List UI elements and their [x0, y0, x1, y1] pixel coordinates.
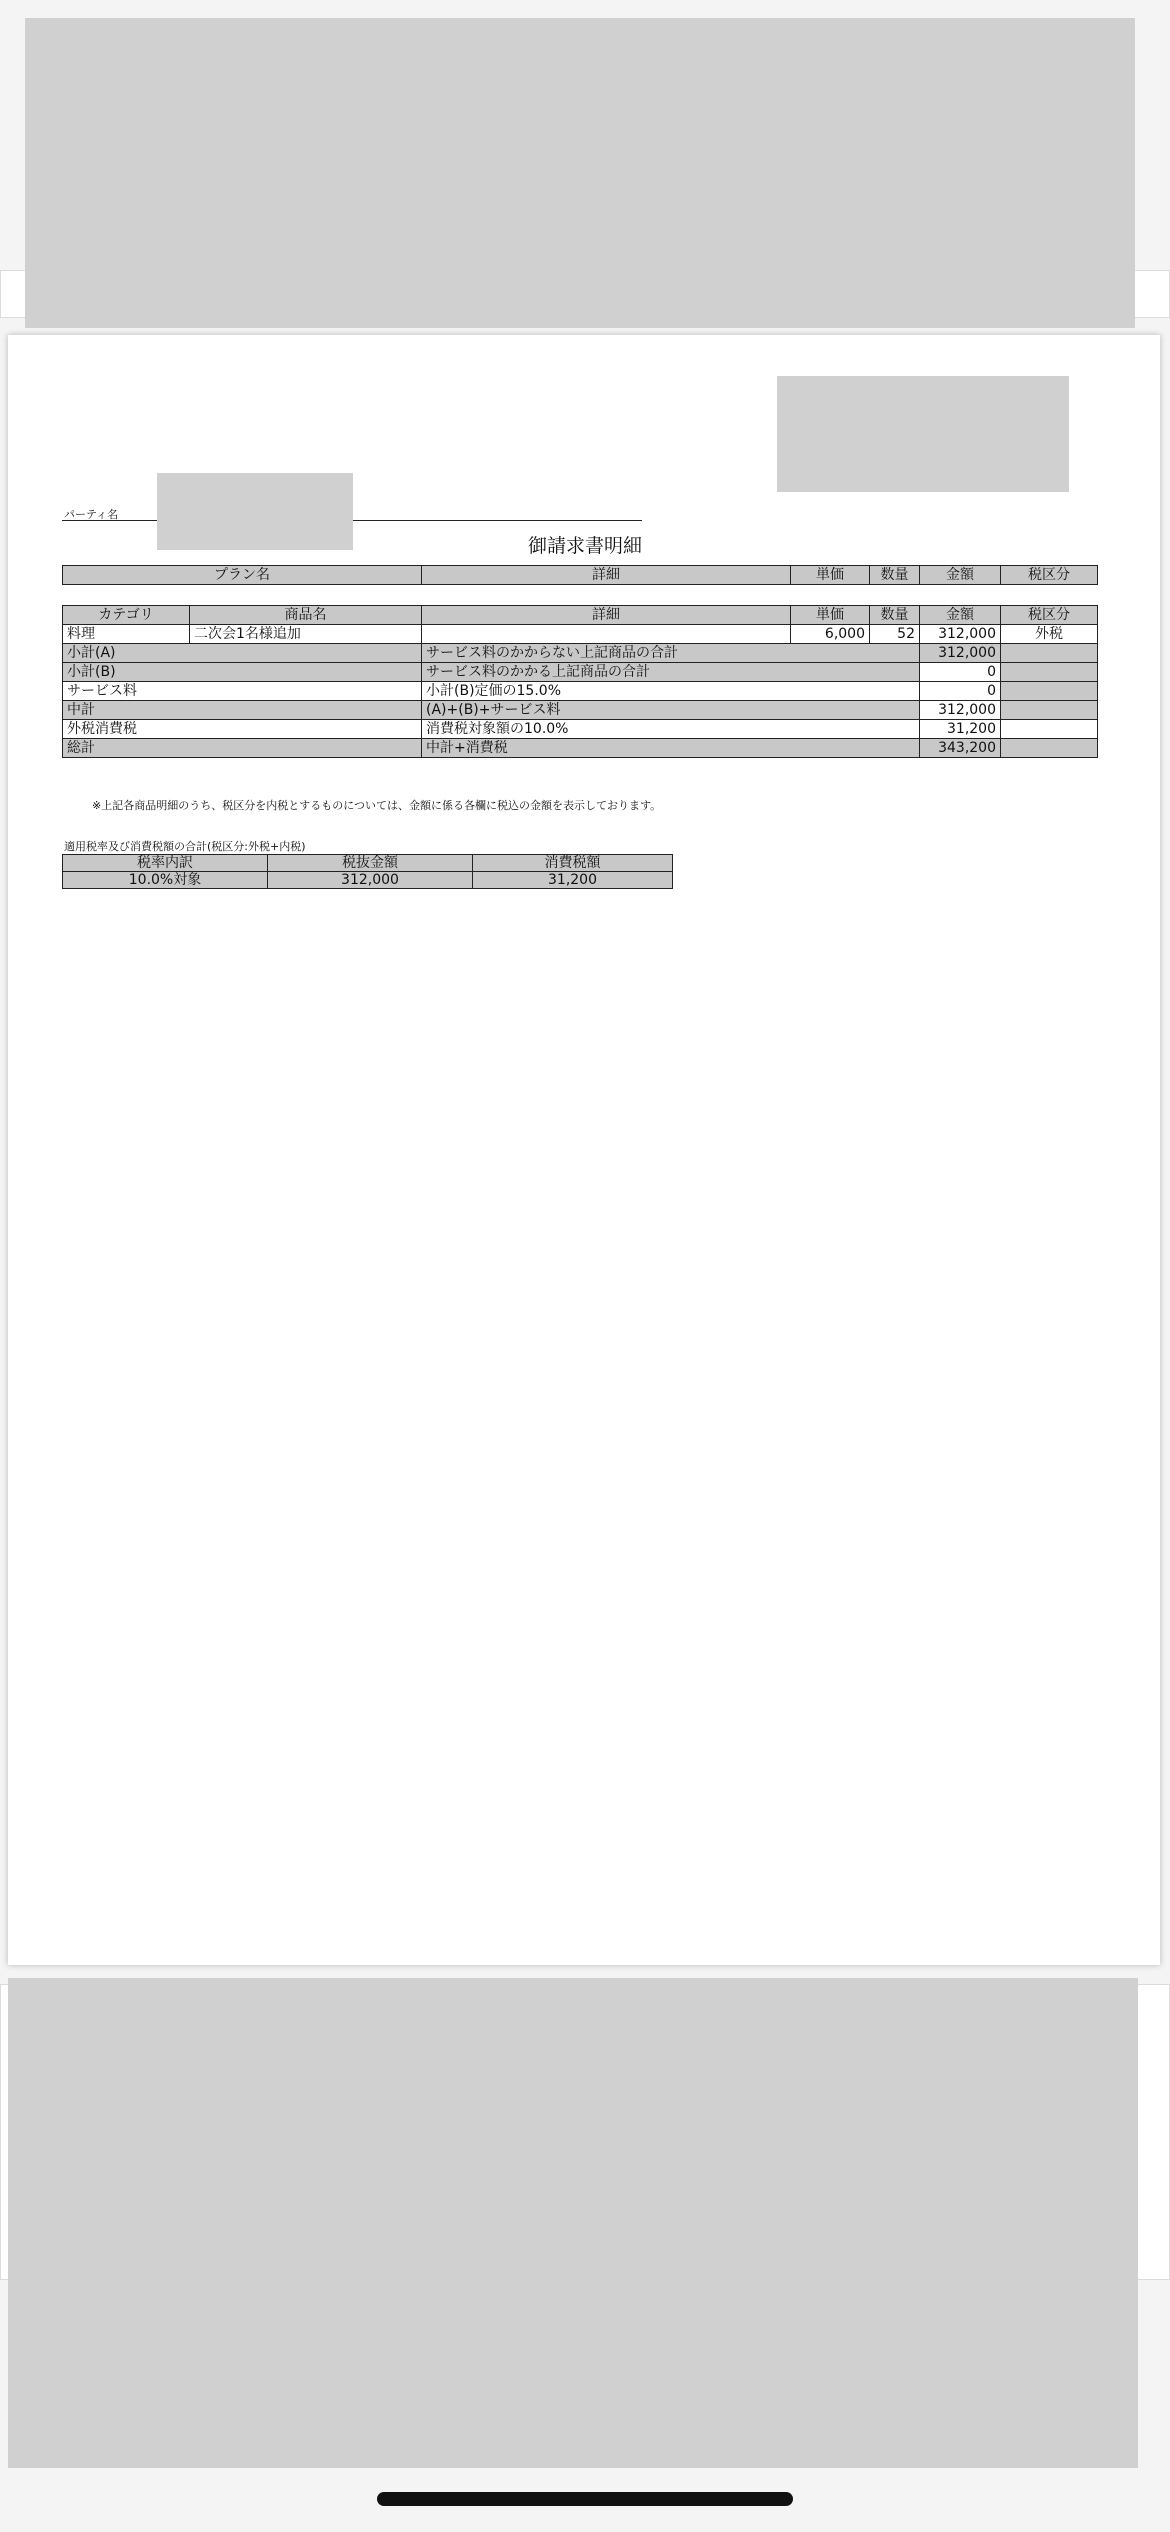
tax-header-rate: 税率内訳: [63, 855, 268, 872]
tax-row: [63, 872, 673, 889]
plan-header-tax-type: 税区分: [1001, 566, 1098, 585]
summary-tax-cell: [1001, 739, 1098, 758]
items-header-name: 商品名: [190, 606, 422, 625]
plan-header-unit-price: 単価: [791, 566, 870, 585]
tax-summary-table: [62, 854, 673, 889]
summary-detail: サービス料のかからない上記商品の合計: [422, 644, 920, 663]
tax-section-title: 適用税率及び消費税額の合計(税区分:外税+内税): [64, 840, 306, 853]
items-header-amount: 金額: [920, 606, 1001, 625]
summary-detail: (A)+(B)+サービス料: [422, 701, 920, 720]
home-indicator[interactable]: [377, 2492, 793, 2506]
summary-tax-cell: [1001, 701, 1098, 720]
tax-rate: 10.0%対象: [63, 872, 268, 889]
redacted-next-page: [8, 1978, 1138, 2468]
summary-amount: 343,200: [920, 739, 1001, 758]
redacted-previous-page: [25, 18, 1135, 328]
summary-row-consumption-tax: [63, 720, 1098, 739]
summary-row-subtotal-b: [63, 663, 1098, 682]
plan-header-plan: プラン名: [63, 566, 422, 585]
summary-amount: 0: [920, 663, 1001, 682]
tax-amount: 31,200: [473, 872, 673, 889]
item-detail: [422, 625, 791, 644]
items-header-tax-type: 税区分: [1001, 606, 1098, 625]
plan-table: [62, 565, 1098, 585]
summary-amount: 312,000: [920, 701, 1001, 720]
summary-tax-cell: [1001, 663, 1098, 682]
item-amount: 312,000: [920, 625, 1001, 644]
tax-header-base: 税抜金額: [268, 855, 473, 872]
items-header-unit-price: 単価: [791, 606, 870, 625]
items-header-row: [63, 606, 1098, 625]
item-qty: 52: [870, 625, 920, 644]
tax-inclusive-note: ※上記各商品明細のうち、税区分を内税とするものについては、金額に係る各欄に税込の金額を表示しております。: [92, 799, 662, 812]
summary-detail: 中計+消費税: [422, 739, 920, 758]
summary-label: 小計(B): [63, 663, 422, 682]
items-header-detail: 詳細: [422, 606, 791, 625]
plan-header-qty: 数量: [870, 566, 920, 585]
document-title: 御請求書明細: [528, 535, 643, 557]
summary-detail: 消費税対象額の10.0%: [422, 720, 920, 739]
item-name: 二次会1名様追加: [190, 625, 422, 644]
summary-label: 小計(A): [63, 644, 422, 663]
item-row: [63, 625, 1098, 644]
plan-header-row: [63, 566, 1098, 585]
summary-label: サービス料: [63, 682, 422, 701]
summary-detail: 小計(B)定価の15.0%: [422, 682, 920, 701]
summary-tax-cell: [1001, 644, 1098, 663]
summary-row-subtotal-a: [63, 644, 1098, 663]
summary-amount: 312,000: [920, 644, 1001, 663]
summary-row-grand-total: [63, 739, 1098, 758]
tax-base-amount: 312,000: [268, 872, 473, 889]
items-header-category: カテゴリ: [63, 606, 190, 625]
summary-label: 中計: [63, 701, 422, 720]
items-header-qty: 数量: [870, 606, 920, 625]
invoice-sheet: [8, 335, 1160, 1965]
tax-header-row: [63, 855, 673, 872]
summary-label: 総計: [63, 739, 422, 758]
summary-tax-cell: [1001, 720, 1098, 739]
redacted-logo: [777, 376, 1069, 492]
summary-amount: 31,200: [920, 720, 1001, 739]
redacted-party-name: [157, 473, 353, 550]
items-table: [62, 605, 1098, 758]
summary-label: 外税消費税: [63, 720, 422, 739]
tax-header-tax: 消費税額: [473, 855, 673, 872]
item-tax-type: 外税: [1001, 625, 1098, 644]
summary-row-midtotal: [63, 701, 1098, 720]
summary-tax-cell: [1001, 682, 1098, 701]
party-name-label: パーティ名: [64, 508, 119, 521]
summary-row-service-fee: [63, 682, 1098, 701]
plan-header-amount: 金額: [920, 566, 1001, 585]
summary-detail: サービス料のかかる上記商品の合計: [422, 663, 920, 682]
plan-header-detail: 詳細: [422, 566, 791, 585]
item-category: 料理: [63, 625, 190, 644]
summary-amount: 0: [920, 682, 1001, 701]
item-unit-price: 6,000: [791, 625, 870, 644]
